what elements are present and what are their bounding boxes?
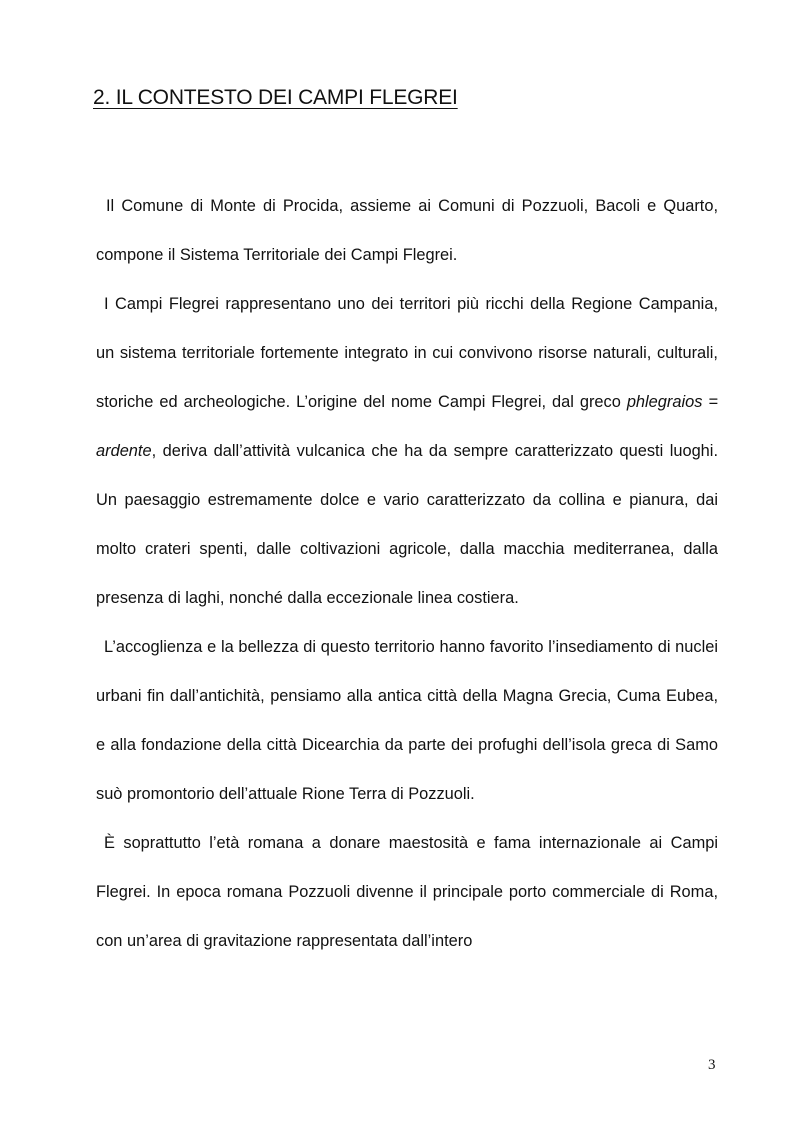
paragraph-2-italic-term: phlegraios = ardente [96, 393, 718, 460]
section-heading: 2. IL CONTESTO DEI CAMPI FLEGREI [93, 86, 458, 109]
page-number: 3 [708, 1057, 716, 1073]
paragraph-3: L’accoglienza e la bellezza di questo territorio hanno favorito l’insediamento di nuclei urbani fin dall’antichità, pensiamo alla antica città della Magna Grecia, Cuma Eubea, e alla fondazione della città Dicearchia da parte dei profughi dell’isola greca di Samo suò promontorio dell’attuale Rione Terra di Pozzuoli. [96, 638, 718, 803]
paragraph-2-text-after: , deriva dall’attività vulcanica che ha da sempre caratterizzato questi luoghi. Un paesaggio estremamente dolce e vario caratterizzato da collina e pianura, dai molto crateri spenti, dalle coltivazioni agricole, dalla macchia mediterranea, dalla presenza di laghi, nonché dalla eccezionale linea costiera. [96, 442, 718, 607]
paragraph-4: È soprattutto l’età romana a donare maestosità e fama internazionale ai Campi Flegrei. In epoca romana Pozzuoli divenne il principale porto commerciale di Roma, con un’area di gravitazione rappresentata dall’intero [96, 834, 718, 950]
paragraph-1: Il Comune di Monte di Procida, assieme ai Comuni di Pozzuoli, Bacoli e Quarto, compone il Sistema Territoriale dei Campi Flegrei. [96, 197, 718, 264]
paragraph-2-text-before: I Campi Flegrei rappresentano uno dei territori più ricchi della Regione Campania, un sistema territoriale fortemente integrato in cui convivono risorse naturali, culturali, storiche ed archeologiche. L’origine del nome Campi Flegrei, dal greco [96, 295, 718, 411]
body-text [96, 182, 718, 966]
paragraph-2 [96, 280, 718, 623]
